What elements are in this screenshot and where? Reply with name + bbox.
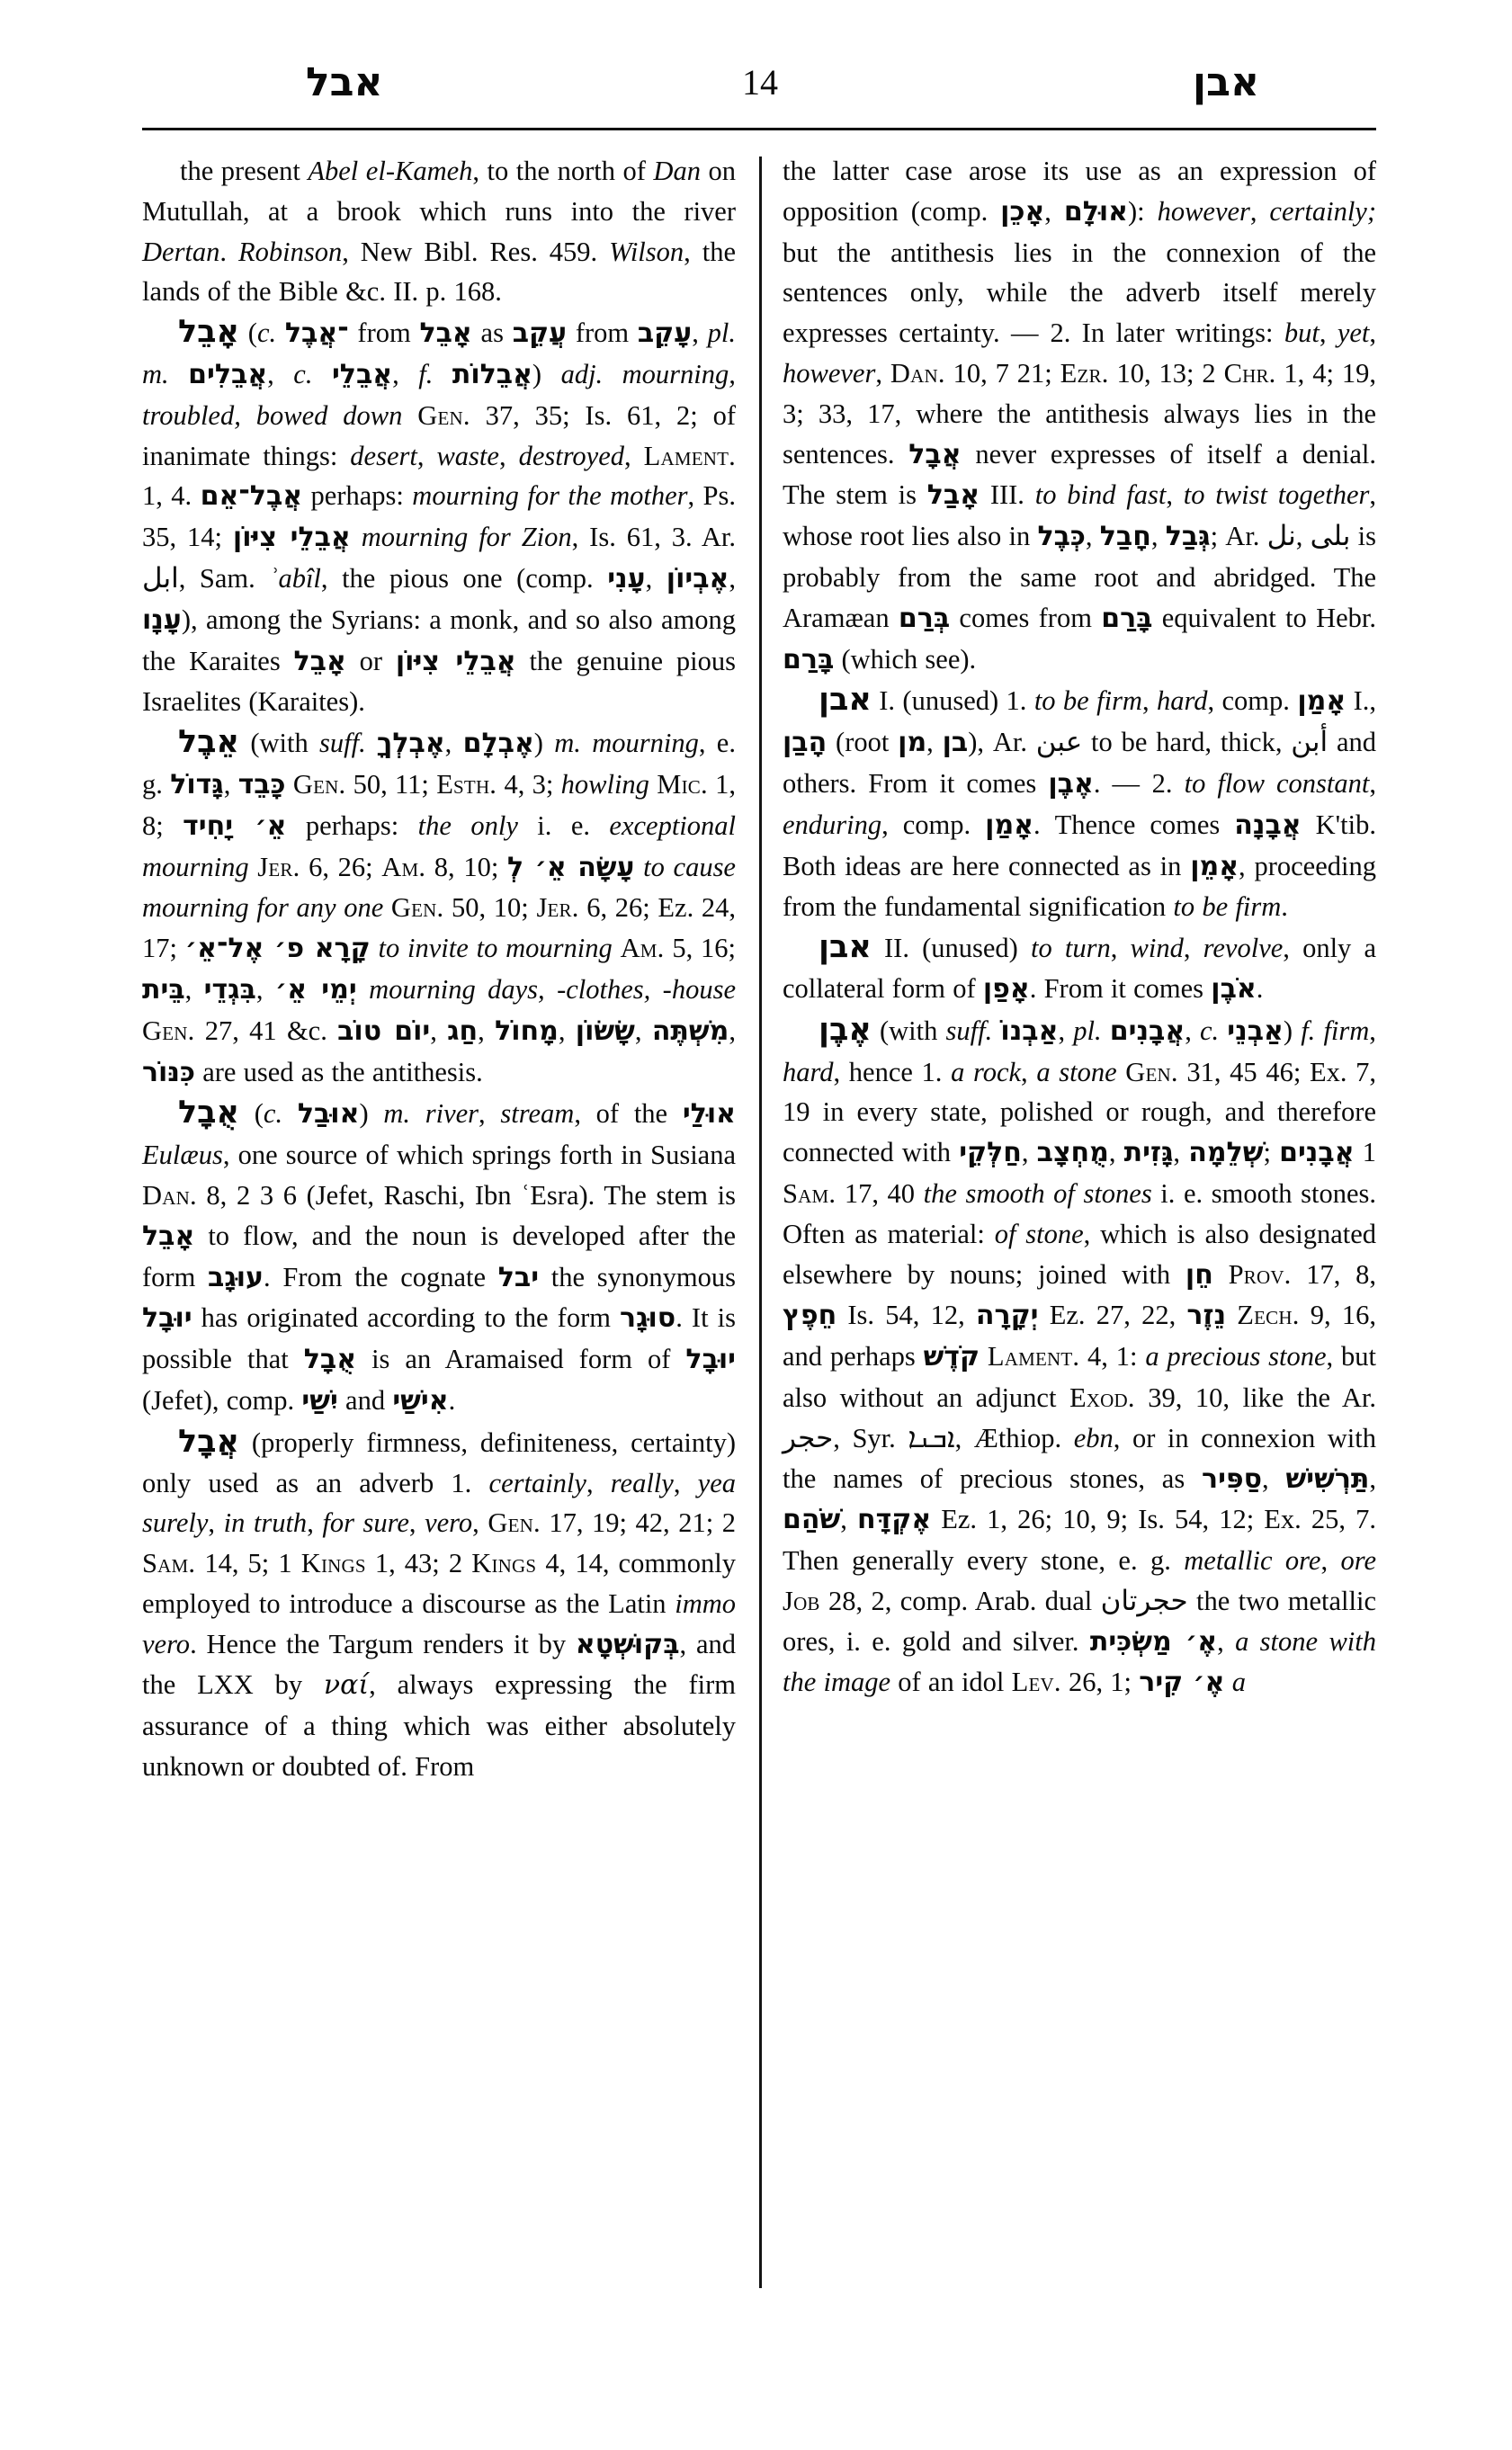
headword-ubal-river: אֻבָל [178, 1095, 240, 1131]
header-rule [142, 128, 1376, 130]
right-column [783, 151, 1376, 1703]
entry-eben-stone: אֶבֶן (with suff. אַבְנוֹ, pl. אֲבָנִים, c. אַבְנֵי) f. firm, hard, hence 1. a rock, a stone Gen. 31, 45 46; Ex. 7, 19 in every state, polished or rough, and therefore connected with חַלְּקֵי, מֻחְצָב, גָּזִית, שְׁלֵמָה; אֲבָנִים 1 Sam. 17, 40 the smooth of stones i. e. smooth stones. Often as material: of stone, which is also designated elsewhere by nouns; joined with חֵן Prov. 17, 8, חֵפֶץ Is. 54, 12, יְקָרָה Ez. 27, 22, נֵזֶר Zech. 9, 16, and perhaps קֹדֶשׁ Lament. 4, 1: a precious stone, but also without an adjunct Exod. 39, 10, like the Ar. حجر, Syr. ܐܒܢܐ, Æthiop. ebn, or in connexion with the names of precious stones, as סַפִּיר, תַּרְשִׁישׁ, שֹׁהַם, אֶקְדָּח Ez. 1, 26; 10, 9; Is. 54, 12; Ex. 25, 7. Then generally every stone, e. g. metallic ore, ore Job 28, 2, comp. Arab. dual حجرتان the two metallic ores, i. e. gold and silver. אֶ׳ מַשְׂכִּית, a stone with the image of an idol Lev. 26, 1; אֶ׳ קִיר a [783, 1011, 1376, 1699]
page-number: 14 [742, 62, 778, 103]
entry-aban-I: אבן I. (unused) 1. to be firm, hard, comp. אָמַן I., הָבַן (root מן, בן), Ar. عبن to be hard, thick, أبن and others. From it comes אֶבֶן. — 2. to flow constant, enduring, comp. אָמַן. Thence comes אֲבָנָה K'tib. Both ideas are here connected as in אָמֵן, proceeding from the fundamental signification to be firm. [783, 682, 1376, 923]
headword-ebel-noun: אֵבֶל [178, 724, 240, 761]
headword-aban-I: אבן [819, 682, 872, 719]
paragraph-abal-continuation: the latter case arose its use as an expression of opposition (comp. אָכֵן, אוּלָם): however, certainly; but the antithesis lies in the connexion of the sentences only, while the adverb itself merely expresses certainty. — 2. In later writings: but, yet, however, Dan. 10, 7 21; Ezr. 10, 13; 2 Chr. 1, 4; 19, 3; 33, 17, where the antithesis always lies in the sentences. אֲבָל never expresses of itself a denial. The stem is אָבַל III. to bind fast, to twist together, whose root lies also in כְּבֶל, חָבַל, גְּבַל; Ar. نل, بلى is probably from the same root and abridged. The Aramæan בְּרַם comes from בָּרַם equivalent to Hebr. בָּרַם (which see). [783, 156, 1376, 675]
entry-aban-II: אבן II. (unused) to turn, wind, revolve, only a collateral form of אָפַן. From it comes אֹבֶן. [783, 929, 1376, 1005]
headword-aban-II: אבן [819, 929, 872, 966]
headword-abal-adverb: אֲבָל [178, 1423, 240, 1460]
entry-abel-adj: אָבֵל (c. ־אֲבֶל from אָבֵל as עֲקֵב from עָקֵב, pl. m. אֲבֵלִים, c. אֲבֵלֵי, f. אֲבֵלוֹת) adj. mourning, troubled, bowed down Gen. 37, 35; Is. 61, 2; of inanimate things: desert, waste, destroyed, Lament. 1, 4. אֲבֶל־אֵם perhaps: mourning for the mother, Ps. 35, 14; אֲבֵלֵי צִיּוֹן mourning for Zion, Is. 61, 3. Ar. ابل, Sam. ʾabîl, the pious one (comp. עָנִי, אֶבְיוֹן, עָנָו), among the Syrians: a monk, and so also among the Karaites אָבֵל or אֲבֵלֵי צִיּוֹן the genuine pious Israelites (Karaites). [142, 314, 737, 718]
headword-eben-stone: אֶבֶן [819, 1011, 872, 1048]
paragraph-abel-el-kameh: the present Abel el-Kameh, to the north of Dan on Mutullah, at a brook which runs into the river Dertan. Robinson, New Bibl. Res. 459. Wilson, the lands of the Bible &c. II. p. 168. [142, 156, 736, 308]
running-head-left-headword: אבל [306, 59, 383, 105]
headword-abel-adj: אָבֵל [178, 314, 240, 351]
running-head [144, 41, 1376, 124]
entry-abal-adverb: אֲבָל (properly firmness, definiteness, certainty) only used as an adverb 1. certainly, really, yea surely, in truth, for sure, vero, Gen. 17, 19; 42, 21; 2 Sam. 14, 5; 1 Kings 1, 43; 2 Kings 4, 14, commonly employed to introduce a discourse as the Latin immo vero. Hence the Targum renders it by בְּקוּשְׁטָא, and the LXX by ναί, always expressing the firm assurance of a thing which was either absolutely unknown or doubted of. From [142, 1423, 737, 1783]
entry-ebel-noun: אֵבֶל (with suff. אֶבְלְךָ, אֶבְלָם) m. mourning, e. g. גָּדוֹל, כָּבֵד Gen. 50, 11; Esth. 4, 3; howling Mic. 1, 8; אֵ׳ יָחִיד perhaps: the only i. e. exceptional mourning Jer. 6, 26; Am. 8, 10; עָשָׂה אֵ׳ לְ to cause mourning for any one Gen. 50, 10; Jer. 6, 26; Ez. 24, 17; קָרָא פ׳ אֶל־אֵ׳ to invite to mourning Am. 5, 16; בֵּית, בִּגְדֵי, יְמֵי אֵ׳ mourning days, -clothes, -house Gen. 27, 41 &c. יוֹם טוֹב, חַג, מָחוֹל, שָׂשׂוֹן, מִשְׁתֶּה, כִּנּוֹר are used as the antithesis. [142, 724, 736, 1088]
running-head-right-headword: אבן [1193, 59, 1259, 105]
entry-ubal-river: אֻבָל (c. אוּבַל) m. river, stream, of the אוּלַי Eulæus, one source of which springs forth in Susiana Dan. 8, 2 3 6 (Jefet, Raschi, Ibn ʿEsra). The stem is אָבֵל to flow, and the noun is developed after the form עוּגָב. From the cognate יבל the synonymous יוּבָל has originated according to the form סוּגָר. It is possible that אֻבָל is an Aramaised form of יוּבָל (Jefet), comp. יִשַׁי and אִישַׁי. [142, 1095, 736, 1417]
left-column [142, 151, 736, 1787]
column-divider-rule [759, 156, 762, 2288]
